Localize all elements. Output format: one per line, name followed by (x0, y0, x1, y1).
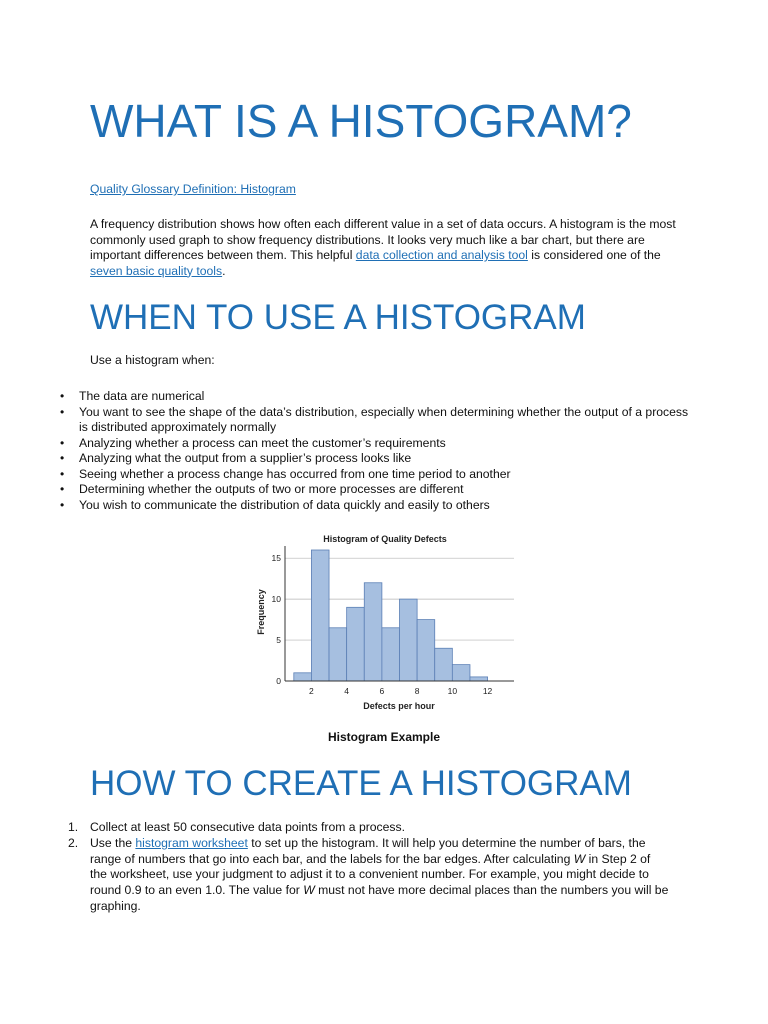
x-tick-label: 4 (344, 686, 350, 696)
seven-tools-link[interactable]: seven basic quality tools (90, 263, 223, 278)
step-number: 2. (68, 835, 79, 850)
list-item (0, 836, 670, 915)
step-text: must not have more decimal places than the numbers you will be graphing. (90, 883, 669, 913)
how-heading: HOW TO CREATE A HISTOGRAM (90, 764, 632, 803)
use-cases-list (0, 389, 700, 513)
x-tick-label: 10 (447, 686, 458, 696)
use-when-text: Use a histogram when: (90, 353, 215, 367)
histogram-bar (329, 628, 347, 681)
step-text: to set up the histogram. It will help you determine the number of bars, the range of numbers that go into each bar, and the labels for the bar edges. After calculating (90, 835, 646, 866)
list-item (0, 820, 670, 836)
intro-paragraph (90, 217, 680, 279)
list-item: • You wish to communicate the distribution of data quickly and easily to others (0, 498, 700, 514)
histogram-bar (294, 673, 312, 681)
x-axis-label: Defects per hour (363, 701, 435, 711)
y-tick-label: 5 (276, 635, 281, 646)
list-item: • Determining whether the outputs of two or more processes are different (0, 482, 700, 498)
x-tick-label: 2 (309, 686, 314, 696)
chart-caption: Histogram Example (327, 730, 441, 744)
histogram-svg (250, 528, 530, 718)
y-axis-label: Frequency (256, 589, 266, 635)
chart-title: Histogram of Quality Defects (323, 534, 447, 544)
variable-w: W (573, 851, 586, 866)
histogram-worksheet-link[interactable]: histogram worksheet (135, 835, 248, 850)
histogram-bar (347, 607, 365, 681)
list-item: • Analyzing whether a process can meet the customer’s requirements (0, 436, 700, 452)
intro-text-1: A frequency distribution shows how often each different value in a set of data occurs. A histogram is the most commonly used graph to show frequency distributions. It looks very much like a bar chart, but there are important differences between them. This helpful (90, 217, 676, 262)
intro-text-3: . (222, 263, 226, 278)
when-heading: WHEN TO USE A HISTOGRAM (90, 298, 586, 337)
histogram-bar (382, 628, 400, 681)
histogram-chart (250, 528, 530, 718)
bars-group (294, 550, 488, 681)
list-item: • The data are numerical (0, 389, 700, 405)
page-title: WHAT IS A HISTOGRAM? (90, 95, 632, 147)
list-item: • Analyzing what the output from a supplier’s process looks like (0, 451, 700, 467)
y-tick-label: 10 (271, 594, 281, 605)
histogram-bar (452, 665, 470, 681)
step-text: Use the (90, 835, 136, 850)
variable-w: W (303, 883, 315, 898)
list-item: • You want to see the shape of the data’s distribution, especially when determining whether the output of a process is distributed approximately normally (0, 405, 700, 436)
y-tick-label: 15 (271, 553, 281, 564)
histogram-bar (311, 550, 329, 681)
histogram-bar (400, 599, 418, 681)
steps-list (0, 820, 700, 915)
histogram-bar (470, 677, 488, 681)
step-number: 1. (68, 820, 79, 834)
x-tick-label: 8 (414, 686, 420, 696)
histogram-bar (364, 583, 382, 681)
x-tick-label: 12 (482, 686, 493, 696)
glossary-paragraph (90, 182, 680, 198)
step-text: in Step 2 of the worksheet, use your judgment to adjust it to a convenient number. For example, you might decide to round 0.9 to an even 1.0. The value for (90, 851, 651, 898)
intro-text-2: is considered one of the (527, 248, 661, 262)
histogram-bar (417, 620, 435, 681)
step-text: Collect at least 50 consecutive data points from a process. (90, 820, 406, 834)
data-collection-link[interactable]: data collection and analysis tool (355, 248, 528, 262)
histogram-bar (435, 648, 453, 681)
glossary-definition-link[interactable]: Quality Glossary Definition: Histogram (90, 182, 296, 196)
list-item: • Seeing whether a process change has occurred from one time period to another (0, 467, 700, 483)
x-tick-label: 6 (379, 686, 385, 696)
y-tick-label: 0 (276, 676, 281, 686)
